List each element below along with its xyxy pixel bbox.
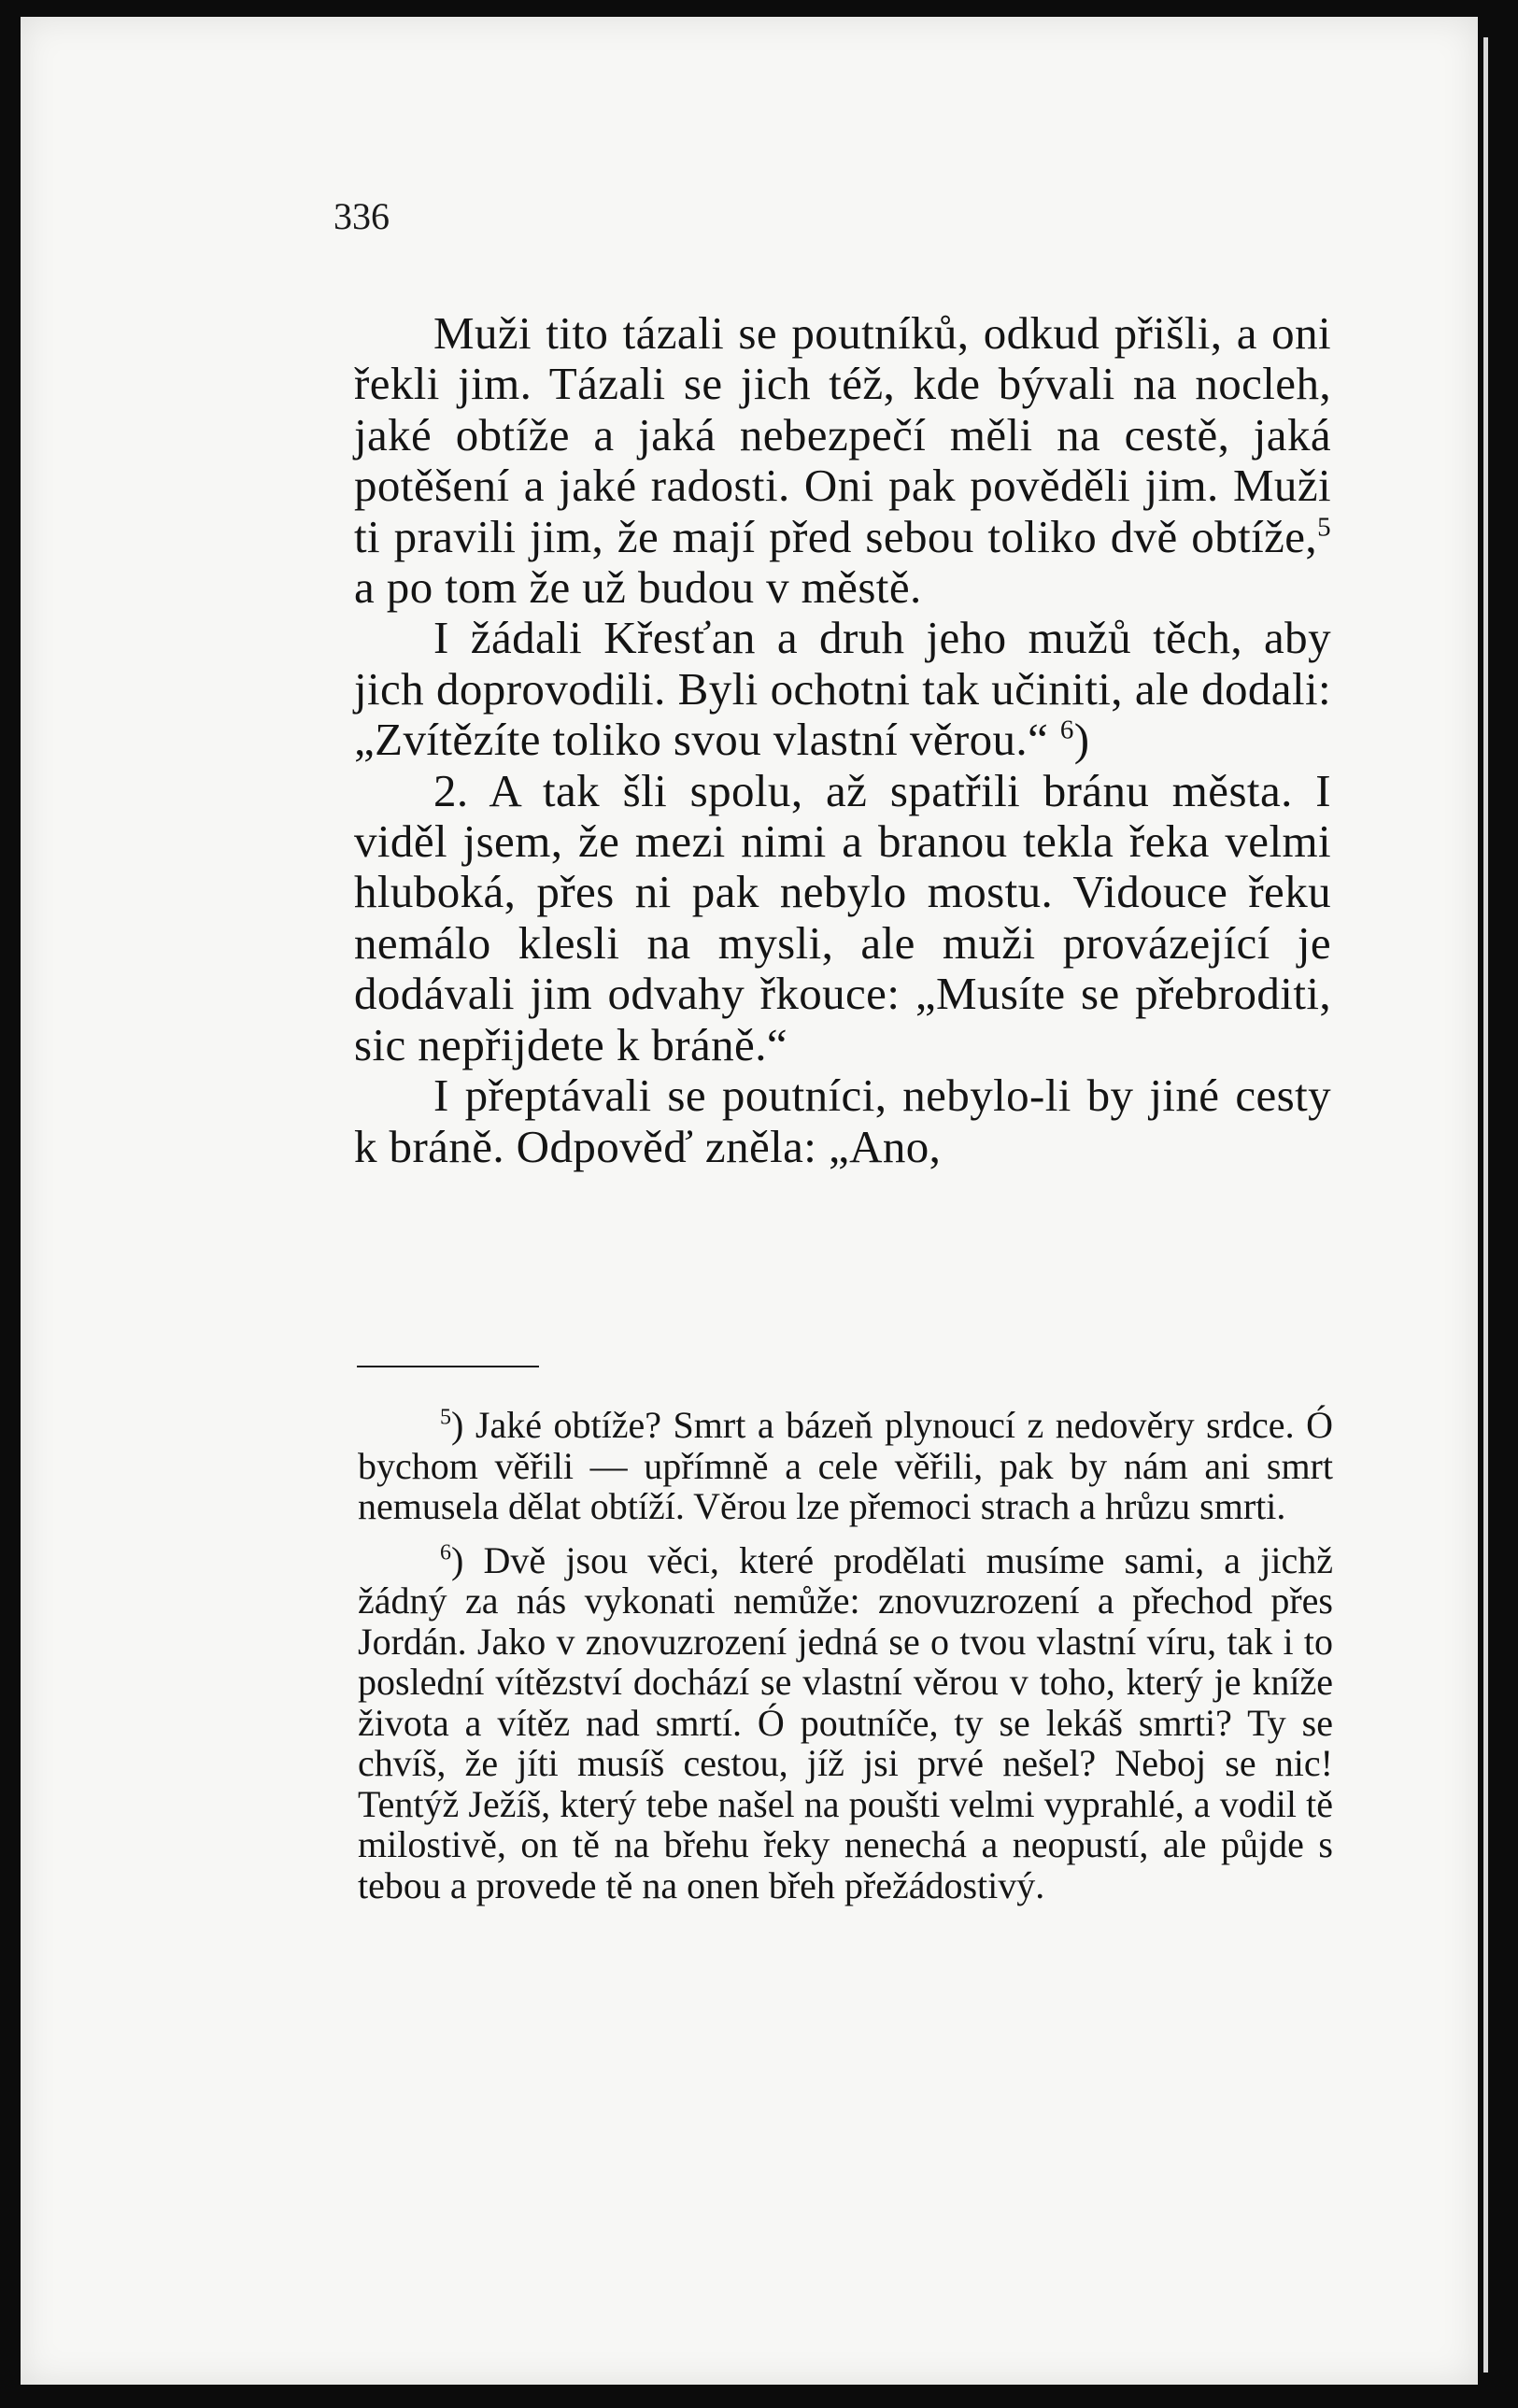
footnote-mark-6: 6 bbox=[440, 1540, 451, 1565]
paragraph-3: 2. A tak šli spolu, až spatřili bránu města. I viděl jsem, že mezi nimi a branou tekla řeka velmi hluboká, přes ni pak nebylo mostu. Vidouce řeku nemálo klesli na mysli, ale muži provázející je dodávali jim odvahy řkouce: „Musíte se přebroditi, sic nepřijdete k bráně.“ bbox=[354, 764, 1331, 1070]
paragraph-1-tail: a po tom že už budou v městě. bbox=[354, 561, 922, 614]
footnote-5-text: Jaké obtíže? Smrt a bázeň plynoucí z nedověry srdce. Ó bychom věřili — upřímně a cele věřili, pak by nám ani smrt nemusela dělat obtíží. Věrou lze přemoci strach a hrůzu smrti. bbox=[358, 1404, 1333, 1527]
main-text bbox=[354, 308, 1331, 1172]
paragraph-1-text: Muži tito tázali se poutníků, odkud přišli, a oni řekli jim. Tázali se jich též, kde bývali na nocleh, jaké obtíže a jaká nebezpečí měli na cestě, jaká potěšení a jaké radosti. Oni pak pověděli jim. Muži ti pravili jim, že mají před sebou toliko dvě obtíže, bbox=[354, 307, 1331, 562]
paragraph-2-text: I žádali Křesťan a druh jeho mužů těch, aby jich doprovodili. Byli ochotni tak učiniti, ale dodali: „Zvítězíte toliko svou vlastní věrou.“ bbox=[354, 612, 1331, 766]
footnote-mark-5: 5 bbox=[440, 1405, 451, 1430]
page-number: 336 bbox=[333, 195, 390, 237]
paragraph-1 bbox=[354, 308, 1331, 613]
footnote-6: $^6$) Dvě jsou věci, které prodělati musíme sami, a jichž žádný za nás vykonati nemůže: znovuzrození a přechod přes Jordán. Jako v znovuzrození jedná se o tvou vlastní víru, tak i to poslední vítězství dochází se vlastní věrou v toho, který je kníže života a vítěz nad smrtí. Ó poutníče, ty se lekáš smrti? Ty se chvíš, že jíti musíš cestou, jíž jsi prvé nešel? Neboj se nic! Tentýž Ježíš, který tebe našel na poušti velmi vyprahlé, a vodil tě milostivě, on tě na břehu řeky nenechá a neopustí, ale půjde s tebou a provede tě na onen břeh přežádostivý. bbox=[358, 1538, 1334, 1906]
footnote-ref-6[interactable]: 6 bbox=[1059, 715, 1074, 745]
paragraph-4: I přeptávali se poutníci, nebylo-li by jiné cesty k bráně. Odpověď zněla: „Ano, bbox=[354, 1069, 1331, 1172]
footnote-ref-5[interactable]: 5 bbox=[1317, 512, 1331, 543]
footnote-5: $^5$) Jaké obtíže? Smrt a bázeň plynoucí z nedověry srdce. Ó bychom věřili — upřímně a cele věřili, pak by nám ani smrt nemusela dělat obtíží. Věrou lze přemoci strach a hrůzu smrti. bbox=[358, 1404, 1333, 1527]
page-edge-line bbox=[1483, 37, 1488, 2373]
footnote-separator bbox=[357, 1366, 539, 1367]
footnote-6-text: Dvě jsou věci, které prodělati musíme sami, a jichž žádný za nás vykonati nemůže: znovuzrození a přechod přes Jordán. Jako v znovuzrození jedná se o tvou vlastní víru, tak i to poslední vítězství dochází se vlastní věrou v toho, který je kníže života a vítěz nad smrtí. Ó poutníče, ty se lekáš smrti? Ty se chvíš, že jíti musíš cestou, jíž jsi prvé nešel? Neboj se nic! Tentýž Ježíš, který tebe našel na poušti velmi vyprahlé, a vodil tě milostivě, on tě na břehu řeky nenechá a neopustí, ale půjde s tebou a provede tě na onen břeh přežádostivý. bbox=[358, 1538, 1334, 1906]
paragraph-2: I žádali Křesťan a druh jeho mužů těch, aby jich doprovodili. Byli ochotni tak učiniti, ale dodali: „Zvítězíte toliko svou vlastní věrou.“ $^6$) bbox=[354, 612, 1331, 766]
footnotes bbox=[358, 1405, 1333, 1919]
book-page bbox=[21, 17, 1478, 2385]
